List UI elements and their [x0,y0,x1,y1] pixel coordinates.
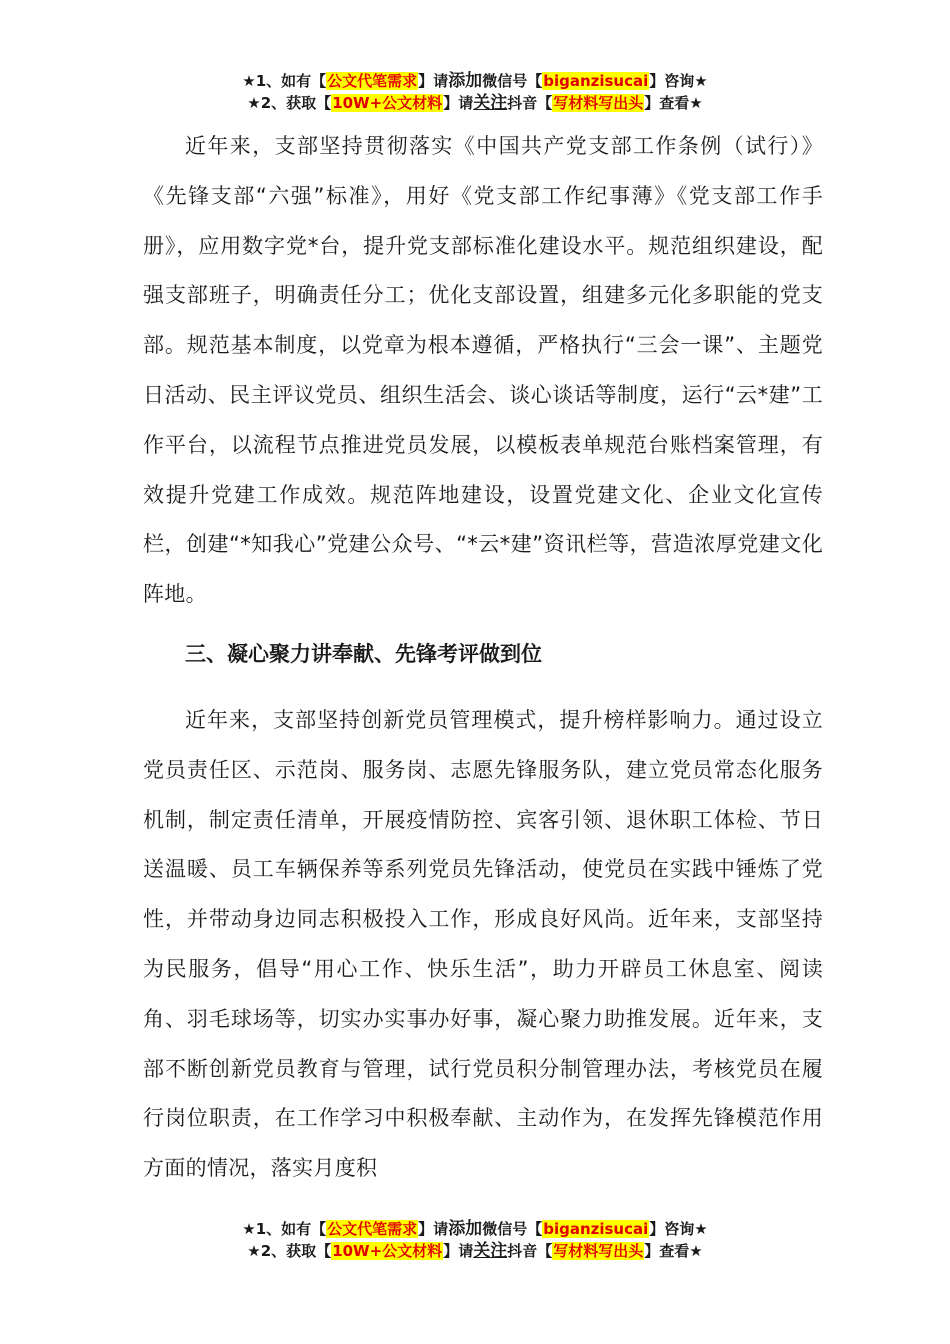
banner-text: 】请 [443,94,474,112]
body-paragraph-1: 近年来，支部坚持贯彻落实《中国共产党支部工作条例（试行）》《先锋支部“六强”标准》，用好《党支部工作纪事薄》《党支部工作手册》，应用数字党*台，提升党支部标准化建设水平。规范组织建设，配强支部班子，明确责任分工；优化支部设置，组建多元化多职能的党支部。规范基本制度，以党章为根本遵循，严格执行“三会一课”、主题党日活动、民主评议党员、组织生活会、谈心谈话等制度，运行“云*建”工作平台，以流程节点推进党员发展，以模板表单规范台账档案管理，有效提升党建工作成效。规范阵地建设，设置党建文化、企业文化宣传栏，创建“*知我心”党建公众号、“*云*建”资讯栏等，营造浓厚党建文化阵地。 [143,134,823,607]
banner-line-1 [0,1218,950,1240]
banner-line-1 [0,70,950,92]
banner-text: ★2、获取【 [247,1242,332,1260]
banner-text: ★1、如有【 [242,1220,327,1238]
banner-highlight: biganzisucai [543,1220,649,1238]
banner-highlight: 10W+公文材料 [332,1242,443,1260]
banner-line-2 [0,1240,950,1262]
banner-highlight: biganzisucai [543,72,649,90]
banner-text: 】请 [443,1242,474,1260]
banner-highlight: 公文代笔需求 [327,1220,418,1238]
banner-text: 抖音【 [507,94,553,112]
banner-emphasis: 添加 [448,1219,483,1239]
footer-banner [0,1218,950,1262]
banner-text: ★1、如有【 [242,72,327,90]
banner-text: 微信号【 [482,1220,543,1238]
banner-emphasis: 添加 [448,71,483,91]
banner-line-2 [0,92,950,114]
banner-highlight: 公文代笔需求 [327,72,418,90]
banner-text: 】请 [418,1220,449,1238]
body-paragraph-2: 近年来，支部坚持创新党员管理模式，提升榜样影响力。通过设立党员责任区、示范岗、服务岗、志愿先锋服务队，建立党员常态化服务机制，制定责任清单，开展疫情防控、宾客引领、退休职工体检、节日送温暖、员工车辆保养等系列党员先锋活动，使党员在实践中锤炼了党性，并带动身边同志积极投入工作，形成良好风尚。近年来，支部坚持为民服务，倡导“用心工作、快乐生活”，助力开辟员工休息室、阅读角、羽毛球场等，切实办实事办好事，凝心聚力助推发展。近年来，支部不断创新党员教育与管理，试行党员积分制管理办法，考核党员在履行岗位职责，在工作学习中积极奉献、主动作为，在发挥先锋模范作用方面的情况，落实月度积 [143,708,823,1181]
banner-text: ★2、获取【 [247,94,332,112]
banner-text: 】查看★ [644,1242,703,1260]
banner-emphasis: 关注 [473,1241,508,1261]
section-heading: 三、凝心聚力讲奉献、先锋考评做到位 [185,642,542,666]
banner-text: 】查看★ [644,94,703,112]
banner-highlight: 写材料写出头 [553,94,644,112]
banner-emphasis: 关注 [473,93,508,113]
banner-text: 】咨询★ [649,1220,708,1238]
banner-text: 】请 [418,72,449,90]
banner-text: 微信号【 [482,72,543,90]
banner-highlight: 10W+公文材料 [332,94,443,112]
banner-text: 】咨询★ [649,72,708,90]
banner-highlight: 写材料写出头 [553,1242,644,1260]
banner-text: 抖音【 [507,1242,553,1260]
header-banner [0,70,950,114]
